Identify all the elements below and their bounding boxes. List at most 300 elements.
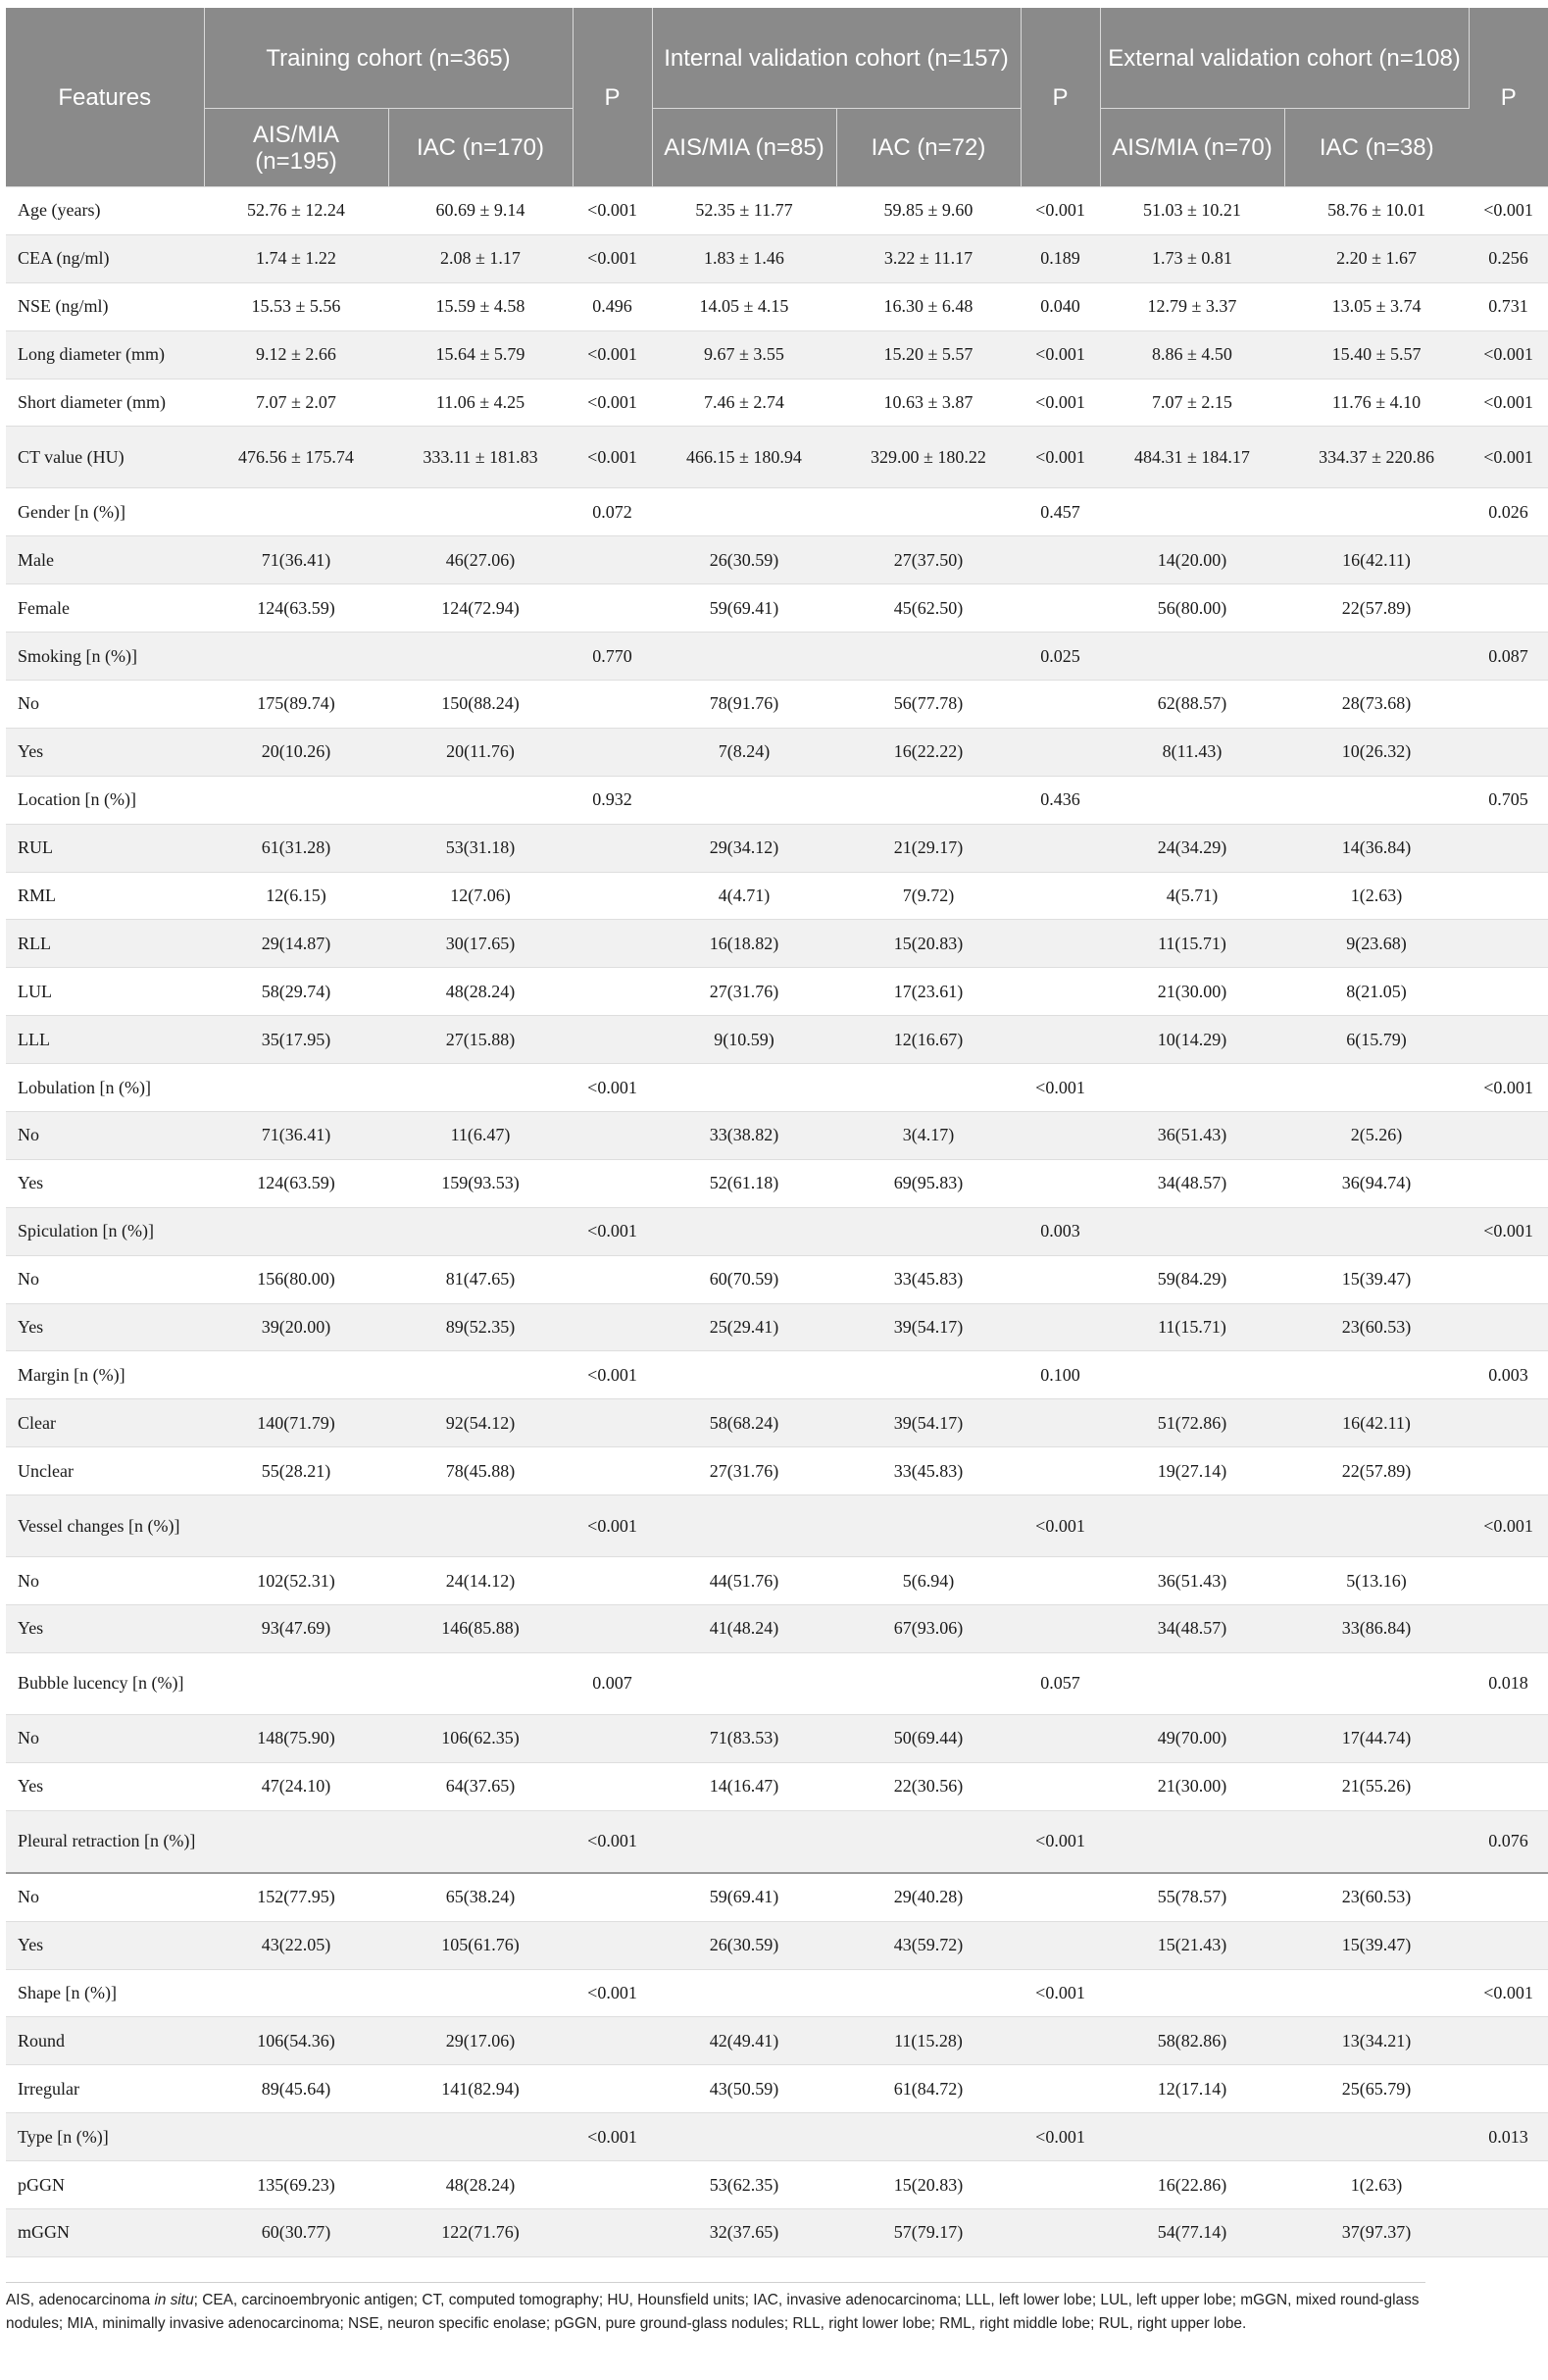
cell-training-iac: 146(85.88) bbox=[388, 1605, 573, 1653]
cell-training-p: <0.001 bbox=[573, 379, 652, 427]
cell-internal-iac bbox=[836, 1351, 1021, 1399]
table-row bbox=[6, 2208, 1548, 2256]
table-row bbox=[6, 920, 1548, 968]
cell-external-iac: 11.76 ± 4.10 bbox=[1284, 379, 1469, 427]
cell-internal-p bbox=[1021, 1714, 1100, 1762]
cell-training-iac: 150(88.24) bbox=[388, 681, 573, 729]
cell-training-p bbox=[573, 1399, 652, 1447]
cell-training-ais-mia bbox=[204, 2113, 388, 2161]
cell-internal-p: 0.003 bbox=[1021, 1207, 1100, 1255]
cell-training-iac bbox=[388, 776, 573, 824]
cell-internal-ais-mia: 44(51.76) bbox=[652, 1557, 836, 1605]
header-external-iac: IAC (n=38) bbox=[1284, 109, 1469, 187]
cell-external-ais-mia bbox=[1100, 2113, 1284, 2161]
cell-external-ais-mia: 56(80.00) bbox=[1100, 584, 1284, 633]
cell-external-p: <0.001 bbox=[1469, 379, 1548, 427]
cell-training-iac: 15.59 ± 4.58 bbox=[388, 282, 573, 330]
cell-internal-p bbox=[1021, 2208, 1100, 2256]
cell-internal-ais-mia: 29(34.12) bbox=[652, 824, 836, 872]
cell-internal-ais-mia: 25(29.41) bbox=[652, 1303, 836, 1351]
cell-training-iac: 65(38.24) bbox=[388, 1873, 573, 1921]
cell-training-p: <0.001 bbox=[573, 1207, 652, 1255]
cell-training-ais-mia: 124(63.59) bbox=[204, 584, 388, 633]
cell-feature: Yes bbox=[6, 1303, 204, 1351]
cell-training-p bbox=[573, 1303, 652, 1351]
cell-training-p bbox=[573, 1255, 652, 1303]
cell-training-ais-mia: 71(36.41) bbox=[204, 1112, 388, 1160]
cell-internal-ais-mia bbox=[652, 1969, 836, 2017]
header-internal-ais-mia: AIS/MIA (n=85) bbox=[652, 109, 836, 187]
cell-internal-p bbox=[1021, 1447, 1100, 1495]
table-row bbox=[6, 1112, 1548, 1160]
cell-feature: RUL bbox=[6, 824, 204, 872]
cell-external-p bbox=[1469, 1714, 1548, 1762]
table-row bbox=[6, 2065, 1548, 2113]
cell-external-ais-mia bbox=[1100, 1652, 1284, 1714]
cell-internal-iac: 56(77.78) bbox=[836, 681, 1021, 729]
cell-external-p bbox=[1469, 536, 1548, 584]
cell-internal-ais-mia: 41(48.24) bbox=[652, 1605, 836, 1653]
table-header bbox=[6, 8, 1548, 187]
cell-training-iac: 124(72.94) bbox=[388, 584, 573, 633]
cell-external-ais-mia: 484.31 ± 184.17 bbox=[1100, 427, 1284, 488]
cell-feature: Yes bbox=[6, 1159, 204, 1207]
cell-training-ais-mia: 58(29.74) bbox=[204, 968, 388, 1016]
cell-training-ais-mia bbox=[204, 1495, 388, 1557]
cell-training-p: <0.001 bbox=[573, 427, 652, 488]
cell-training-ais-mia: 135(69.23) bbox=[204, 2161, 388, 2209]
cell-external-ais-mia: 21(30.00) bbox=[1100, 968, 1284, 1016]
cell-feature: No bbox=[6, 1255, 204, 1303]
cell-internal-p bbox=[1021, 920, 1100, 968]
cell-internal-ais-mia bbox=[652, 1652, 836, 1714]
cell-internal-ais-mia: 4(4.71) bbox=[652, 872, 836, 920]
cell-training-iac: 20(11.76) bbox=[388, 728, 573, 776]
cell-internal-ais-mia: 71(83.53) bbox=[652, 1714, 836, 1762]
cell-internal-iac bbox=[836, 1810, 1021, 1873]
cell-external-iac bbox=[1284, 1652, 1469, 1714]
cell-internal-iac: 50(69.44) bbox=[836, 1714, 1021, 1762]
table-row bbox=[6, 1447, 1548, 1495]
cell-training-ais-mia: 106(54.36) bbox=[204, 2017, 388, 2065]
cell-internal-ais-mia: 52.35 ± 11.77 bbox=[652, 187, 836, 235]
cell-external-iac: 5(13.16) bbox=[1284, 1557, 1469, 1605]
cell-external-p: 0.013 bbox=[1469, 2113, 1548, 2161]
cell-internal-iac: 61(84.72) bbox=[836, 2065, 1021, 2113]
table-row bbox=[6, 330, 1548, 379]
cell-internal-ais-mia: 33(38.82) bbox=[652, 1112, 836, 1160]
cell-internal-iac: 15(20.83) bbox=[836, 920, 1021, 968]
cell-external-iac: 10(26.32) bbox=[1284, 728, 1469, 776]
cell-internal-ais-mia: 53(62.35) bbox=[652, 2161, 836, 2209]
cell-internal-p bbox=[1021, 2065, 1100, 2113]
cell-external-p: 0.076 bbox=[1469, 1810, 1548, 1873]
cell-training-p bbox=[573, 2161, 652, 2209]
cell-training-iac bbox=[388, 1810, 573, 1873]
cell-training-ais-mia: 61(31.28) bbox=[204, 824, 388, 872]
cell-training-ais-mia bbox=[204, 1207, 388, 1255]
cell-training-p bbox=[573, 2208, 652, 2256]
table-row bbox=[6, 1303, 1548, 1351]
cell-internal-ais-mia: 59(69.41) bbox=[652, 584, 836, 633]
cell-internal-ais-mia: 58(68.24) bbox=[652, 1399, 836, 1447]
cell-internal-p: <0.001 bbox=[1021, 1969, 1100, 2017]
table-row bbox=[6, 1159, 1548, 1207]
cell-internal-iac: 39(54.17) bbox=[836, 1303, 1021, 1351]
cell-internal-iac bbox=[836, 1969, 1021, 2017]
cell-external-ais-mia bbox=[1100, 1351, 1284, 1399]
cell-training-ais-mia: 12(6.15) bbox=[204, 872, 388, 920]
cell-external-iac: 9(23.68) bbox=[1284, 920, 1469, 968]
cell-external-iac: 13.05 ± 3.74 bbox=[1284, 282, 1469, 330]
cell-internal-p: 0.040 bbox=[1021, 282, 1100, 330]
cell-internal-ais-mia: 7.46 ± 2.74 bbox=[652, 379, 836, 427]
cell-internal-p bbox=[1021, 1112, 1100, 1160]
cell-external-iac: 2(5.26) bbox=[1284, 1112, 1469, 1160]
cell-training-p: <0.001 bbox=[573, 1064, 652, 1112]
cell-external-p bbox=[1469, 1016, 1548, 1064]
cell-training-ais-mia: 43(22.05) bbox=[204, 1921, 388, 1969]
cell-training-p bbox=[573, 1762, 652, 1810]
cell-external-p: 0.256 bbox=[1469, 234, 1548, 282]
cell-internal-p bbox=[1021, 2017, 1100, 2065]
cell-training-p bbox=[573, 2017, 652, 2065]
cell-external-ais-mia: 55(78.57) bbox=[1100, 1873, 1284, 1921]
cell-internal-p bbox=[1021, 681, 1100, 729]
cell-feature: RLL bbox=[6, 920, 204, 968]
cell-internal-iac: 5(6.94) bbox=[836, 1557, 1021, 1605]
footnote-italic: in situ bbox=[154, 2292, 194, 2308]
table-row bbox=[6, 488, 1548, 536]
footnote-text-end: ; CEA, carcinoembryonic antigen; CT, computed tomography; HU, Hounsfield units; IAC, invasive adenocarcinoma; LLL, left lower lobe; LUL, left upper lobe; mGGN, mixed round-glass nodules; MIA, minimally invasive adenocarcinoma; NSE, neuron specific enolase; pGGN, pure ground-glass nodules; RLL, right lower lobe; RML, right middle lobe; RUL, right upper lobe. bbox=[6, 2292, 1420, 2332]
cell-training-ais-mia: 93(47.69) bbox=[204, 1605, 388, 1653]
cell-external-p bbox=[1469, 1557, 1548, 1605]
cell-internal-iac bbox=[836, 488, 1021, 536]
cell-training-ais-mia: 89(45.64) bbox=[204, 2065, 388, 2113]
cell-internal-p: 0.457 bbox=[1021, 488, 1100, 536]
cell-internal-ais-mia bbox=[652, 2113, 836, 2161]
cell-external-ais-mia: 1.73 ± 0.81 bbox=[1100, 234, 1284, 282]
cell-training-iac: 15.64 ± 5.79 bbox=[388, 330, 573, 379]
cell-external-ais-mia bbox=[1100, 1064, 1284, 1112]
cell-internal-iac bbox=[836, 1207, 1021, 1255]
cell-external-p: 0.731 bbox=[1469, 282, 1548, 330]
cell-internal-iac: 45(62.50) bbox=[836, 584, 1021, 633]
cell-feature: Bubble lucency [n (%)] bbox=[6, 1652, 204, 1714]
table-row bbox=[6, 584, 1548, 633]
table-row bbox=[6, 2113, 1548, 2161]
cell-internal-ais-mia: 1.83 ± 1.46 bbox=[652, 234, 836, 282]
table-row bbox=[6, 2017, 1548, 2065]
cell-internal-iac: 12(16.67) bbox=[836, 1016, 1021, 1064]
header-p-external: P bbox=[1469, 8, 1548, 187]
cell-training-iac: 89(52.35) bbox=[388, 1303, 573, 1351]
header-external-ais-mia: AIS/MIA (n=70) bbox=[1100, 109, 1284, 187]
cell-internal-p: <0.001 bbox=[1021, 187, 1100, 235]
cell-external-iac: 6(15.79) bbox=[1284, 1016, 1469, 1064]
table-row bbox=[6, 824, 1548, 872]
table-row bbox=[6, 427, 1548, 488]
cell-feature: Irregular bbox=[6, 2065, 204, 2113]
cell-external-p bbox=[1469, 1159, 1548, 1207]
cell-internal-p: <0.001 bbox=[1021, 330, 1100, 379]
table-row bbox=[6, 379, 1548, 427]
cell-training-ais-mia bbox=[204, 488, 388, 536]
cell-training-iac bbox=[388, 1495, 573, 1557]
cell-training-iac: 78(45.88) bbox=[388, 1447, 573, 1495]
cell-training-iac: 11(6.47) bbox=[388, 1112, 573, 1160]
cell-external-iac: 33(86.84) bbox=[1284, 1605, 1469, 1653]
cell-external-ais-mia: 58(82.86) bbox=[1100, 2017, 1284, 2065]
cell-training-p bbox=[573, 1714, 652, 1762]
cell-external-iac bbox=[1284, 1810, 1469, 1873]
cell-training-iac: 81(47.65) bbox=[388, 1255, 573, 1303]
cell-internal-iac: 10.63 ± 3.87 bbox=[836, 379, 1021, 427]
cell-training-p: 0.072 bbox=[573, 488, 652, 536]
header-training-cohort: Training cohort (n=365) bbox=[204, 8, 573, 109]
cell-training-p: 0.007 bbox=[573, 1652, 652, 1714]
cell-external-p bbox=[1469, 681, 1548, 729]
table-row bbox=[6, 1873, 1548, 1921]
table-row bbox=[6, 1762, 1548, 1810]
cell-feature: Shape [n (%)] bbox=[6, 1969, 204, 2017]
cell-internal-iac: 15(20.83) bbox=[836, 2161, 1021, 2209]
cell-external-iac: 15(39.47) bbox=[1284, 1921, 1469, 1969]
table-row bbox=[6, 872, 1548, 920]
cell-training-p bbox=[573, 1873, 652, 1921]
table-row bbox=[6, 1064, 1548, 1112]
cell-training-ais-mia: 47(24.10) bbox=[204, 1762, 388, 1810]
cell-internal-p bbox=[1021, 872, 1100, 920]
cell-training-p: <0.001 bbox=[573, 330, 652, 379]
cell-training-ais-mia: 1.74 ± 1.22 bbox=[204, 234, 388, 282]
characteristics-table bbox=[6, 8, 1548, 2257]
cell-training-p bbox=[573, 584, 652, 633]
table-row bbox=[6, 776, 1548, 824]
cell-feature: Male bbox=[6, 536, 204, 584]
table-row bbox=[6, 1605, 1548, 1653]
cell-internal-iac: 11(15.28) bbox=[836, 2017, 1021, 2065]
cell-training-ais-mia: 15.53 ± 5.56 bbox=[204, 282, 388, 330]
cell-training-p: <0.001 bbox=[573, 2113, 652, 2161]
cell-internal-ais-mia: 27(31.76) bbox=[652, 968, 836, 1016]
cell-feature: No bbox=[6, 1714, 204, 1762]
cell-external-iac: 17(44.74) bbox=[1284, 1714, 1469, 1762]
cell-training-p bbox=[573, 536, 652, 584]
cell-external-p bbox=[1469, 1255, 1548, 1303]
cell-internal-p bbox=[1021, 824, 1100, 872]
cell-training-iac: 12(7.06) bbox=[388, 872, 573, 920]
cell-internal-p bbox=[1021, 1605, 1100, 1653]
cell-feature: No bbox=[6, 681, 204, 729]
cell-internal-p: <0.001 bbox=[1021, 1064, 1100, 1112]
cell-external-ais-mia: 14(20.00) bbox=[1100, 536, 1284, 584]
cell-training-ais-mia: 20(10.26) bbox=[204, 728, 388, 776]
cell-training-iac bbox=[388, 1207, 573, 1255]
cell-internal-iac: 43(59.72) bbox=[836, 1921, 1021, 1969]
cell-external-p: 0.003 bbox=[1469, 1351, 1548, 1399]
cell-external-iac: 1(2.63) bbox=[1284, 872, 1469, 920]
cell-external-p: <0.001 bbox=[1469, 187, 1548, 235]
cell-training-iac: 141(82.94) bbox=[388, 2065, 573, 2113]
cell-feature: LLL bbox=[6, 1016, 204, 1064]
cell-training-ais-mia: 60(30.77) bbox=[204, 2208, 388, 2256]
cell-internal-ais-mia bbox=[652, 633, 836, 681]
cell-external-ais-mia: 59(84.29) bbox=[1100, 1255, 1284, 1303]
cell-external-ais-mia: 8(11.43) bbox=[1100, 728, 1284, 776]
cell-training-ais-mia: 55(28.21) bbox=[204, 1447, 388, 1495]
cell-internal-p bbox=[1021, 1921, 1100, 1969]
cell-training-ais-mia: 102(52.31) bbox=[204, 1557, 388, 1605]
cell-external-ais-mia: 62(88.57) bbox=[1100, 681, 1284, 729]
cell-feature: Gender [n (%)] bbox=[6, 488, 204, 536]
table-row bbox=[6, 968, 1548, 1016]
cell-internal-ais-mia: 16(18.82) bbox=[652, 920, 836, 968]
cell-training-p bbox=[573, 824, 652, 872]
cell-internal-ais-mia bbox=[652, 1351, 836, 1399]
cell-internal-p bbox=[1021, 1399, 1100, 1447]
cell-external-ais-mia: 24(34.29) bbox=[1100, 824, 1284, 872]
cell-external-p bbox=[1469, 1112, 1548, 1160]
cell-training-ais-mia bbox=[204, 633, 388, 681]
cell-internal-iac bbox=[836, 1064, 1021, 1112]
cell-feature: CEA (ng/ml) bbox=[6, 234, 204, 282]
cell-external-iac bbox=[1284, 2113, 1469, 2161]
cell-external-p bbox=[1469, 1303, 1548, 1351]
cell-training-iac bbox=[388, 633, 573, 681]
cell-external-p bbox=[1469, 1873, 1548, 1921]
cell-external-ais-mia: 7.07 ± 2.15 bbox=[1100, 379, 1284, 427]
cell-training-p bbox=[573, 1112, 652, 1160]
cell-training-iac: 27(15.88) bbox=[388, 1016, 573, 1064]
cell-feature: Smoking [n (%)] bbox=[6, 633, 204, 681]
cell-training-iac: 60.69 ± 9.14 bbox=[388, 187, 573, 235]
cell-internal-p: <0.001 bbox=[1021, 1495, 1100, 1557]
cell-external-ais-mia: 16(22.86) bbox=[1100, 2161, 1284, 2209]
cell-training-iac: 333.11 ± 181.83 bbox=[388, 427, 573, 488]
cell-training-iac: 122(71.76) bbox=[388, 2208, 573, 2256]
cell-internal-ais-mia bbox=[652, 776, 836, 824]
cell-training-p: <0.001 bbox=[573, 1810, 652, 1873]
cell-feature: CT value (HU) bbox=[6, 427, 204, 488]
cell-training-iac: 105(61.76) bbox=[388, 1921, 573, 1969]
cell-feature: Pleural retraction [n (%)] bbox=[6, 1810, 204, 1873]
table-row bbox=[6, 1495, 1548, 1557]
cell-training-ais-mia: 35(17.95) bbox=[204, 1016, 388, 1064]
cell-internal-iac bbox=[836, 2113, 1021, 2161]
cell-feature: No bbox=[6, 1873, 204, 1921]
cell-external-p bbox=[1469, 1447, 1548, 1495]
cell-training-iac bbox=[388, 1969, 573, 2017]
cell-training-p bbox=[573, 728, 652, 776]
cell-external-ais-mia: 11(15.71) bbox=[1100, 920, 1284, 968]
cell-external-p bbox=[1469, 2208, 1548, 2256]
cell-external-p bbox=[1469, 872, 1548, 920]
table-row bbox=[6, 1016, 1548, 1064]
cell-external-p bbox=[1469, 2065, 1548, 2113]
cell-internal-iac: 16(22.22) bbox=[836, 728, 1021, 776]
cell-internal-iac: 16.30 ± 6.48 bbox=[836, 282, 1021, 330]
cell-training-p: <0.001 bbox=[573, 1969, 652, 2017]
cell-external-iac bbox=[1284, 776, 1469, 824]
cell-internal-p: <0.001 bbox=[1021, 2113, 1100, 2161]
cell-external-iac bbox=[1284, 1351, 1469, 1399]
cell-internal-iac: 17(23.61) bbox=[836, 968, 1021, 1016]
cell-internal-iac: 67(93.06) bbox=[836, 1605, 1021, 1653]
cell-external-iac bbox=[1284, 1207, 1469, 1255]
cell-external-p: <0.001 bbox=[1469, 330, 1548, 379]
cell-external-p bbox=[1469, 2161, 1548, 2209]
table-row bbox=[6, 1255, 1548, 1303]
cell-external-ais-mia bbox=[1100, 1207, 1284, 1255]
cell-internal-ais-mia: 14.05 ± 4.15 bbox=[652, 282, 836, 330]
cell-training-ais-mia bbox=[204, 1969, 388, 2017]
cell-internal-iac: 33(45.83) bbox=[836, 1255, 1021, 1303]
table-footnote bbox=[6, 2282, 1425, 2336]
cell-internal-iac: 27(37.50) bbox=[836, 536, 1021, 584]
header-internal-iac: IAC (n=72) bbox=[836, 109, 1021, 187]
cell-internal-p bbox=[1021, 1159, 1100, 1207]
cell-training-ais-mia: 140(71.79) bbox=[204, 1399, 388, 1447]
cell-internal-ais-mia: 466.15 ± 180.94 bbox=[652, 427, 836, 488]
cell-internal-p bbox=[1021, 728, 1100, 776]
cell-feature: Spiculation [n (%)] bbox=[6, 1207, 204, 1255]
cell-external-ais-mia: 51.03 ± 10.21 bbox=[1100, 187, 1284, 235]
cell-internal-p: 0.100 bbox=[1021, 1351, 1100, 1399]
cell-training-p bbox=[573, 681, 652, 729]
cell-internal-p bbox=[1021, 1762, 1100, 1810]
cell-training-p bbox=[573, 1921, 652, 1969]
cell-external-ais-mia: 36(51.43) bbox=[1100, 1112, 1284, 1160]
table-row bbox=[6, 1652, 1548, 1714]
cell-external-p: 0.705 bbox=[1469, 776, 1548, 824]
cell-feature: No bbox=[6, 1557, 204, 1605]
cell-training-p: <0.001 bbox=[573, 1351, 652, 1399]
cell-feature: Yes bbox=[6, 1762, 204, 1810]
cell-internal-ais-mia: 14(16.47) bbox=[652, 1762, 836, 1810]
cell-feature: Long diameter (mm) bbox=[6, 330, 204, 379]
cell-feature: Female bbox=[6, 584, 204, 633]
cell-feature: Short diameter (mm) bbox=[6, 379, 204, 427]
cell-feature: Lobulation [n (%)] bbox=[6, 1064, 204, 1112]
cell-internal-p bbox=[1021, 968, 1100, 1016]
cell-external-ais-mia bbox=[1100, 488, 1284, 536]
cell-external-iac bbox=[1284, 633, 1469, 681]
cell-training-ais-mia: 476.56 ± 175.74 bbox=[204, 427, 388, 488]
header-internal-cohort: Internal validation cohort (n=157) bbox=[652, 8, 1021, 109]
cell-external-iac: 23(60.53) bbox=[1284, 1303, 1469, 1351]
cell-internal-iac: 69(95.83) bbox=[836, 1159, 1021, 1207]
cell-external-iac: 28(73.68) bbox=[1284, 681, 1469, 729]
cell-training-ais-mia: 7.07 ± 2.07 bbox=[204, 379, 388, 427]
cell-internal-iac: 57(79.17) bbox=[836, 2208, 1021, 2256]
cell-training-iac: 106(62.35) bbox=[388, 1714, 573, 1762]
cell-internal-ais-mia: 42(49.41) bbox=[652, 2017, 836, 2065]
cell-internal-p: 0.189 bbox=[1021, 234, 1100, 282]
cell-internal-ais-mia: 59(69.41) bbox=[652, 1873, 836, 1921]
cell-internal-ais-mia bbox=[652, 1810, 836, 1873]
cell-training-iac: 159(93.53) bbox=[388, 1159, 573, 1207]
cell-external-iac: 16(42.11) bbox=[1284, 1399, 1469, 1447]
cell-internal-ais-mia: 9(10.59) bbox=[652, 1016, 836, 1064]
cell-feature: pGGN bbox=[6, 2161, 204, 2209]
table-row bbox=[6, 536, 1548, 584]
cell-feature: RML bbox=[6, 872, 204, 920]
cell-training-iac: 48(28.24) bbox=[388, 2161, 573, 2209]
cell-external-iac bbox=[1284, 1495, 1469, 1557]
cell-training-iac bbox=[388, 1652, 573, 1714]
cell-external-ais-mia bbox=[1100, 776, 1284, 824]
